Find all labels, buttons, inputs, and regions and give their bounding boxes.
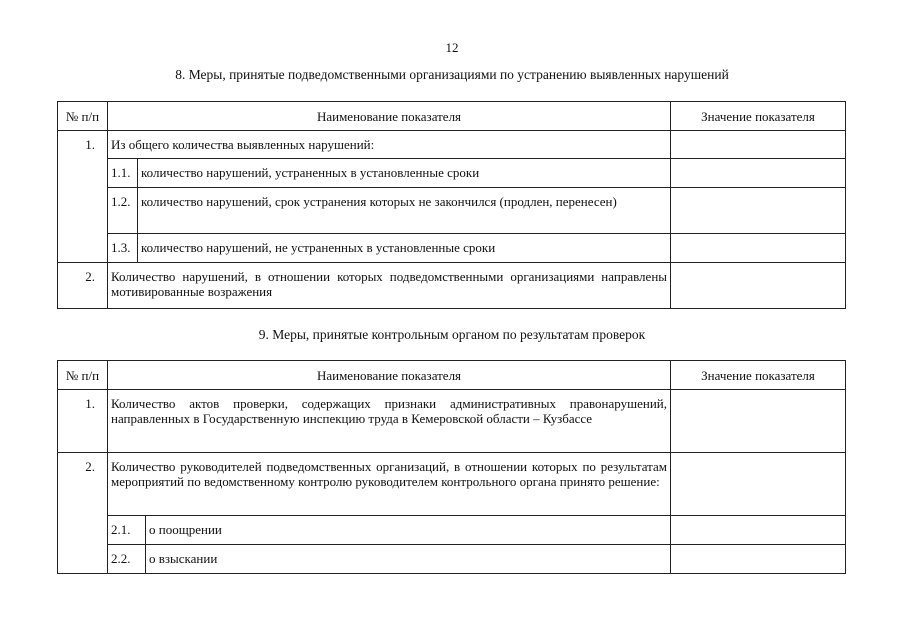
sub-number: 2.2. [108,545,146,574]
table-row [58,516,846,545]
table-row [58,159,846,188]
table-row [58,453,846,516]
indicator-text: о взыскании [146,545,671,574]
row-number: 1. [58,131,108,263]
table-header-row [58,361,846,390]
value-cell[interactable] [671,545,846,574]
table-row [58,234,846,263]
header-value: Значение показателя [671,361,846,390]
indicator-text: Количество актов проверки, содержащих признаки административных правонарушений, направленных в Государственную инспекцию труда в Кемеровской области – Кузбассе [108,390,671,453]
section-9-title: 9. Меры, принятые контрольным органом по результатам проверок [258,327,646,342]
header-num: № п/п [58,102,108,131]
sub-number: 2.1. [108,516,146,545]
sub-number: 1.2. [108,188,138,234]
value-cell[interactable] [671,390,846,453]
page-number: 12 [445,40,459,55]
header-value: Значение показателя [671,102,846,131]
value-cell[interactable] [671,516,846,545]
value-cell[interactable] [671,159,846,188]
indicator-text: количество нарушений, не устраненных в установленные сроки [138,234,671,263]
value-cell[interactable] [671,234,846,263]
row-number: 2. [58,453,108,574]
table-row [58,188,846,234]
table-row [58,545,846,574]
header-name: Наименование показателя [108,361,671,390]
row-number: 2. [58,263,108,309]
indicator-text: Из общего количества выявленных нарушений: [108,131,671,159]
section-9-table [57,360,846,574]
indicator-text: Количество нарушений, в отношении которых подведомственными организациями направлены мотивированные возражения [108,263,671,309]
value-cell[interactable] [671,453,846,516]
indicator-text: Количество руководителей подведомственных организаций, в отношении которых по результатам мероприятий по ведомственному контролю руководителем контрольного органа принято решение: [108,453,671,516]
sub-number: 1.3. [108,234,138,263]
indicator-text: о поощрении [146,516,671,545]
indicator-text: количество нарушений, срок устранения которых не закончился (продлен, перенесен) [138,188,671,234]
section-8-title: 8. Меры, принятые подведомственными организациями по устранению выявленных нарушений [175,67,729,82]
value-cell[interactable] [671,131,846,159]
header-name: Наименование показателя [108,102,671,131]
table-row [58,390,846,453]
value-cell[interactable] [671,188,846,234]
value-cell[interactable] [671,263,846,309]
indicator-text: количество нарушений, устраненных в установленные сроки [138,159,671,188]
header-num: № п/п [58,361,108,390]
table-header-row [58,102,846,131]
sub-number: 1.1. [108,159,138,188]
section-8-table [57,101,846,309]
row-number: 1. [58,390,108,453]
table-row [58,263,846,309]
table-row [58,131,846,159]
